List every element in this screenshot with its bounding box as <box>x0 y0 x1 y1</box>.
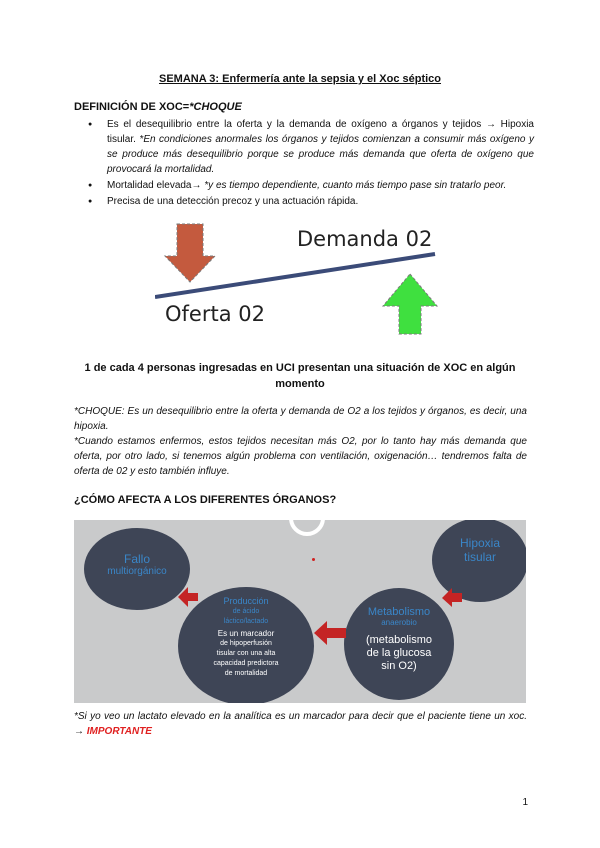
page-number: 1 <box>522 797 528 808</box>
bullet-italic-text: *En condiciones anormales los órganos y tejidos comienzan a consumir más oxígeno y se produce más desequilibrio porque se produce más demanda que oferta de oxígeno que provocará la mortalidad. <box>107 134 534 175</box>
produccion-label: Producción <box>223 596 269 606</box>
definition-heading-prefix: DEFINICIÓN DE XOC= <box>74 101 190 113</box>
fallo-label-line2: multiorgánico <box>107 566 167 577</box>
arrow-to-fallo-icon <box>178 585 200 609</box>
uci-statistic: 1 de cada 4 personas ingresadas en UCI presentan una situación de XOC en algún momento <box>84 362 516 390</box>
metabolismo-anaerobio-circle <box>344 588 454 700</box>
bullet-item <box>74 194 534 209</box>
page-title: SEMANA 3: Enfermería ante la sepsia y el Xoc séptico <box>158 73 442 85</box>
arrow-to-metabolismo-icon <box>440 584 464 608</box>
up-arrow-icon <box>383 274 437 334</box>
bullet-text: Es el desequilibrio entre la oferta y la demanda de oxígeno a órganos y tejidos → Hipoxia tisular. <box>107 119 534 145</box>
lactate-note <box>74 709 527 739</box>
hipoxia-label: Hipoxia <box>459 536 501 550</box>
bullet-item <box>74 178 534 193</box>
arrow-to-produccion-icon <box>314 620 346 646</box>
metabolismo-label-line2: anaerobio <box>381 618 417 627</box>
ring-decoration <box>289 520 325 536</box>
definition-bullets <box>74 117 534 210</box>
supply-demand-scheme <box>155 222 445 337</box>
red-dot <box>312 558 315 561</box>
bullet-item <box>74 117 534 177</box>
lactate-note-text: *Si yo veo un lactato elevado en la analítica es un marcador para decir que el paciente tiene un xoc. → <box>74 711 527 737</box>
produccion-label-line2: de ácido <box>232 608 260 615</box>
bullet-text: Mortalidad elevada→ <box>107 180 205 191</box>
bullet-text: Precisa de una detección precoz y una actuación rápida. <box>107 196 359 207</box>
produccion-label-line3: láctico/lactado <box>223 618 269 625</box>
organs-heading: ¿CÓMO AFECTA A LOS DIFERENTES ÓRGANOS? <box>74 494 337 506</box>
fallo-multiorganico-circle <box>84 528 190 610</box>
definition-heading-emph: *CHOQUE <box>189 101 242 113</box>
hipoxia-label-line2: tisular <box>463 550 496 564</box>
metabolismo-label: Metabolismo <box>367 606 431 618</box>
down-arrow-icon <box>165 224 215 282</box>
metabolismo-desc-line2: de la glucosa <box>366 647 432 659</box>
metabolismo-desc: (metabolismo <box>365 634 433 646</box>
produccion-desc-line4: capacidad predictora <box>213 660 279 667</box>
oferta-label: Oferta 02 <box>165 302 265 326</box>
produccion-desc: Es un marcador <box>217 629 275 638</box>
metabolismo-desc-line3: sin O2) <box>381 660 417 672</box>
produccion-desc-line5: de mortalidad <box>224 670 268 677</box>
definition-heading <box>74 101 242 113</box>
bullet-italic-text: *y es tiempo dependiente, cuanto más tiempo pase sin tratarlo peor. <box>204 180 507 191</box>
demanda-label: Demanda 02 <box>297 227 433 251</box>
choque-note: *CHOQUE: Es un desequilibrio entre la oferta y demanda de O2 a los tejidos y órganos, es decir, una hipoxia. <box>74 406 527 432</box>
produccion-desc-line2: de hipoperfusión <box>220 640 272 647</box>
produccion-desc-line3: tisular con una alta <box>216 650 276 657</box>
lactate-diagram <box>74 520 526 703</box>
important-label: IMPORTANTE <box>86 726 152 737</box>
oxygen-note: *Cuando estamos enfermos, estos tejidos necesitan más O2, por lo tanto hay más demanda que oferta, por otro lado, si tenemos algún problema con ventilación, oxigenación… tendremos falta de oferta de 02 y esto también influye. <box>74 436 527 477</box>
fallo-label: Fallo <box>123 552 150 566</box>
